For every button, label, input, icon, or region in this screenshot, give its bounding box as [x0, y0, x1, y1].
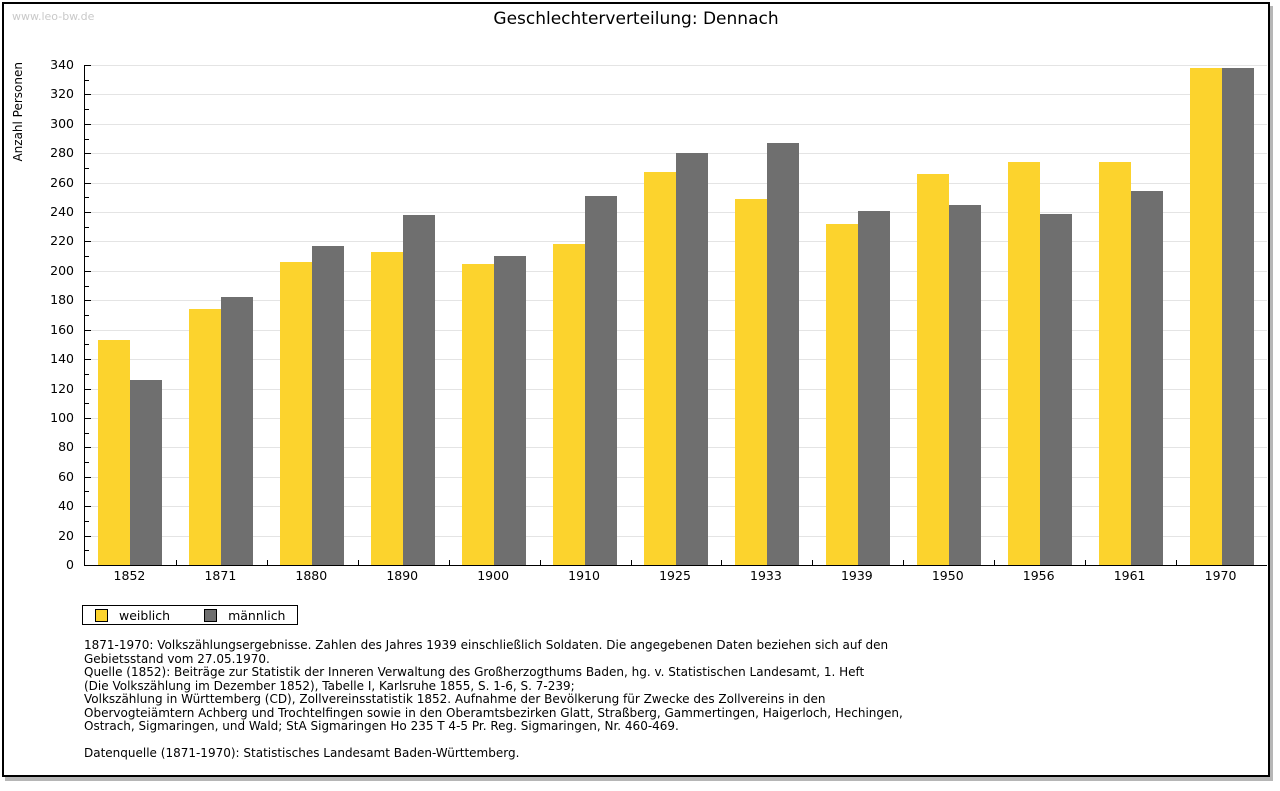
footnote-line: Gebietsstand vom 27.05.1970. — [84, 651, 270, 666]
bar-maennlich — [494, 256, 526, 565]
y-tick-label: 0 — [66, 557, 74, 572]
y-tick-label: 280 — [50, 145, 74, 161]
bar-weiblich — [735, 199, 767, 565]
x-tick-label: 1950 — [931, 568, 964, 583]
y-tick-label: 240 — [50, 204, 74, 220]
y-tick-label: 200 — [50, 262, 74, 278]
x-boundary-tick — [903, 560, 904, 565]
y-minor-tick — [85, 109, 89, 110]
y-major-tick — [85, 212, 91, 213]
legend-item — [204, 608, 285, 623]
footnotes — [84, 639, 903, 761]
bar-weiblich — [280, 262, 312, 565]
footnote-line: Datenquelle (1871-1970): Statistisches Landesamt Baden-Württemberg. — [84, 746, 520, 760]
x-tick-label: 1890 — [386, 568, 419, 583]
y-axis — [4, 57, 76, 572]
y-gridline — [85, 94, 1267, 95]
y-minor-tick — [85, 403, 89, 404]
y-minor-tick — [85, 374, 89, 375]
x-boundary-tick — [449, 560, 450, 565]
x-tick-label: 1939 — [840, 568, 873, 583]
y-axis-title: Anzahl Personen — [11, 62, 25, 162]
y-minor-tick — [85, 227, 89, 228]
y-major-tick — [85, 506, 91, 507]
x-boundary-tick — [267, 560, 268, 565]
chart-title: Geschlechterverteilung: Dennach — [493, 9, 779, 29]
bar-maennlich — [221, 297, 253, 565]
bar-maennlich — [1222, 68, 1254, 565]
x-boundary-tick — [358, 560, 359, 565]
y-minor-tick — [85, 491, 89, 492]
x-boundary-tick — [176, 560, 177, 565]
x-boundary-tick — [631, 560, 632, 565]
y-major-tick — [85, 447, 91, 448]
x-boundary-tick — [540, 560, 541, 565]
y-minor-tick — [85, 521, 89, 522]
bar-weiblich — [371, 252, 403, 565]
y-tick-label: 220 — [50, 233, 74, 249]
bar-maennlich — [403, 215, 435, 565]
y-tick-label: 120 — [50, 380, 74, 396]
y-minor-tick — [85, 550, 89, 551]
y-major-tick — [85, 418, 91, 419]
bar-weiblich — [189, 309, 221, 565]
y-minor-tick — [85, 168, 89, 169]
page-frame — [2, 2, 1270, 777]
site-watermark: www.leo-bw.de — [12, 10, 95, 23]
y-tick-label: 180 — [50, 292, 74, 308]
bar-weiblich — [1190, 68, 1222, 565]
x-tick-label: 1925 — [659, 568, 691, 583]
bar-maennlich — [312, 246, 344, 565]
x-tick-label: 1880 — [295, 568, 328, 583]
y-minor-tick — [85, 197, 89, 198]
x-axis — [84, 567, 1266, 587]
y-major-tick — [85, 477, 91, 478]
x-boundary-tick — [1085, 560, 1086, 565]
bar-weiblich — [553, 244, 585, 565]
y-major-tick — [85, 124, 91, 125]
y-major-tick — [85, 330, 91, 331]
x-tick-label: 1852 — [113, 568, 146, 583]
bar-weiblich — [1099, 162, 1131, 565]
y-major-tick — [85, 359, 91, 360]
bar-weiblich — [462, 264, 494, 565]
y-tick-label: 140 — [50, 351, 74, 367]
y-major-tick — [85, 271, 91, 272]
plot-area — [84, 65, 1267, 566]
bar-maennlich — [585, 196, 617, 565]
y-minor-tick — [85, 462, 89, 463]
y-minor-tick — [85, 286, 89, 287]
bar-maennlich — [767, 143, 799, 565]
x-tick-label: 1970 — [1204, 568, 1237, 583]
y-tick-label: 160 — [50, 321, 74, 337]
y-gridline — [85, 124, 1267, 125]
y-major-tick — [85, 94, 91, 95]
y-major-tick — [85, 300, 91, 301]
y-minor-tick — [85, 139, 89, 140]
legend-label: männlich — [228, 607, 286, 623]
y-minor-tick — [85, 80, 89, 81]
y-tick-label: 100 — [50, 409, 74, 425]
x-tick-label: 1871 — [204, 568, 237, 583]
x-boundary-tick — [994, 560, 995, 565]
footnote-line: Ostrach, Sigmaringen, und Wald; StA Sigmaringen Ho 235 T 4-5 Pr. Reg. Sigmaringen, Nr. 460-469. — [84, 719, 679, 733]
legend — [82, 605, 298, 625]
y-tick-label: 300 — [50, 115, 74, 131]
y-minor-tick — [85, 256, 89, 257]
x-boundary-tick — [812, 560, 813, 565]
y-tick-label: 40 — [58, 498, 74, 514]
bar-maennlich — [1131, 191, 1163, 565]
y-major-tick — [85, 536, 91, 537]
x-tick-label: 1961 — [1113, 568, 1146, 583]
footnote-line: Volkszählung in Württemberg (CD), Zollvereinsstatistik 1852. Aufnahme der Bevölkerung für Zwecke des Zollvereins in den — [84, 692, 826, 706]
maennlich-swatch — [204, 609, 217, 622]
x-tick-label: 1900 — [477, 568, 510, 583]
y-major-tick — [85, 153, 91, 154]
y-minor-tick — [85, 315, 89, 316]
y-major-tick — [85, 389, 91, 390]
y-gridline — [85, 65, 1267, 66]
footnote-line: (Die Volkszählung im Dezember 1852), Tabelle I, Karlsruhe 1855, S. 1-6, S. 7-239; — [84, 678, 575, 693]
y-major-tick — [85, 65, 91, 66]
y-tick-label: 60 — [58, 468, 74, 484]
y-tick-label: 20 — [58, 527, 74, 543]
weiblich-swatch — [95, 609, 108, 622]
bar-weiblich — [1008, 162, 1040, 565]
bar-maennlich — [130, 380, 162, 565]
bar-weiblich — [917, 174, 949, 565]
y-tick-label: 320 — [50, 86, 74, 102]
bar-weiblich — [826, 224, 858, 565]
bar-maennlich — [676, 153, 708, 565]
footnote-line: Obervogteiämtern Achberg und Trochtelfingen sowie in den Oberamtsbezirken Glatt, Straßberg, Gammertingen, Haigerloch, Hechingen, — [84, 705, 903, 720]
x-boundary-tick — [1176, 560, 1177, 565]
footnote-line — [84, 734, 903, 748]
legend-item — [95, 608, 170, 623]
y-major-tick — [85, 241, 91, 242]
x-tick-label: 1956 — [1022, 568, 1055, 583]
y-tick-label: 80 — [58, 439, 74, 455]
y-minor-tick — [85, 344, 89, 345]
footnote-line: 1871-1970: Volkszählungsergebnisse. Zahlen des Jahres 1939 einschließlich Soldaten. Die angegebenen Daten beziehen sich auf den — [84, 638, 889, 652]
bar-weiblich — [644, 172, 676, 565]
y-major-tick — [85, 183, 91, 184]
footnote-line: Quelle (1852): Beiträge zur Statistik der Inneren Verwaltung des Großherzogthums Baden, hg. v. Statistischen Landesamt, 1. Heft — [84, 665, 865, 679]
y-minor-tick — [85, 433, 89, 434]
bar-maennlich — [1040, 214, 1072, 565]
bar-weiblich — [98, 340, 130, 565]
y-tick-label: 340 — [50, 57, 74, 72]
bar-maennlich — [949, 205, 981, 565]
x-tick-label: 1910 — [568, 568, 600, 583]
x-boundary-tick — [721, 560, 722, 565]
x-tick-label: 1933 — [750, 568, 782, 583]
bar-maennlich — [858, 211, 890, 565]
legend-label: weiblich — [119, 607, 171, 623]
y-tick-label: 260 — [50, 174, 74, 190]
